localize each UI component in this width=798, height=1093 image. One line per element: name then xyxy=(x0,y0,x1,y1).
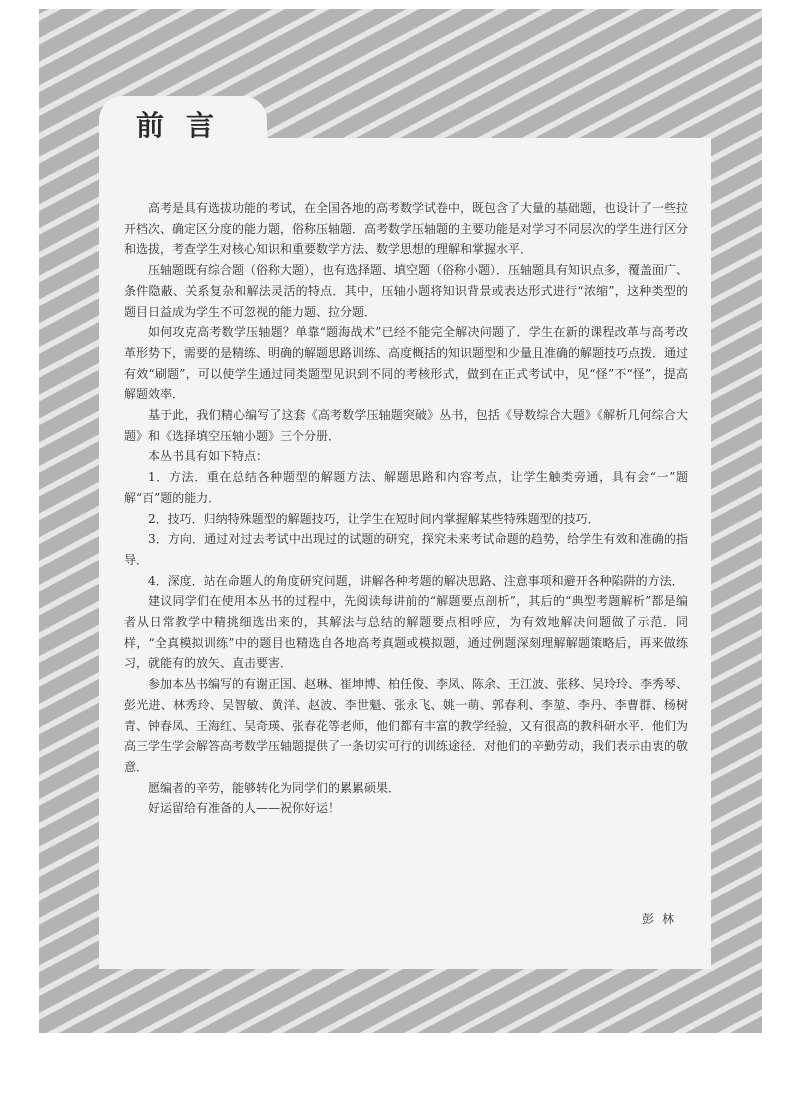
paragraph-question-types: 压轴题既有综合题（俗称大题），也有选择题、填空题（俗称小题）．压轴题具有知识点多，覆盖面广、条件隐蔽、关系复杂和解法灵活的特点．其中，压轴小题将知识背景或表达形式进行“浓缩”，这种类型的题目日益成为学生不可忽视的能力题、拉分题． xyxy=(124,263,689,319)
paragraph-contributors: 参加本丛书编写的有谢正国、赵琳、崔坤博、柏任俊、李凤、陈余、王江波、张移、吴玲玲、李秀琴、彭光进、林秀玲、吴智敏、黄洋、赵波、李世魁、张永飞、姚一萌、郭春利、李堃、李丹、李曹群、杨树青、钟春凤、王海红、吴奇瑛、张春花等老师，他们都有丰富的教学经验，又有很高的教科研水平．他们为高三学生学会解答高考数学压轴题提供了一条切实可行的训练途径．对他们的辛勤劳动，我们表示由衷的敬意． xyxy=(124,677,689,774)
page-title: 前言 xyxy=(136,109,237,142)
paragraph-basic-intro: 高考是具有选拔功能的考试，在全国各地的高考数学试卷中，既包含了大量的基础题，也设计了一些拉开档次、确定区分度的能力题，俗称压轴题．高考数学压轴题的主要功能是对学习不同层次的学生进行区分和选拔，考查学生对核心知识和重要数学方法、数学思想的理解和掌握水平． xyxy=(124,201,689,257)
list-item-depth: 4．深度．站在命题人的角度研究问题，讲解各种考题的解决思路、注意事项和避开各种陷阱的方法． xyxy=(148,573,684,588)
preface-body xyxy=(124,198,688,819)
paragraph-wish: 愿编者的辛劳，能够转化为同学们的累累硕果． xyxy=(148,780,401,795)
list-item-direction: 3．方向．通过对过去考试中出现过的试题的研究，探究未来考试命题的趋势，给学生有效和准确的指导． xyxy=(124,532,688,567)
paragraph-how-to-conquer: 如何攻克高考数学压轴题？单靠“题海战术”已经不能完全解决问题了．学生在新的课程改革与高考改革形势下，需要的是精练、明确的解题思路训练、高度概括的知识题型和少量且准确的解题技巧点拨．通过有效“刷题”，可以使学生通过同类题型见识到不同的考核形式，做到在正式考试中，见“怪”不“怪”，提高解题效率． xyxy=(124,325,689,402)
list-item-method: 1．方法．重在总结各种题型的解题方法、解题思路和内容考点，让学生触类旁通，具有会“一”题解“百”题的能力． xyxy=(124,470,688,505)
list-item-technique: 2．技巧．归纳特殊题型的解题技巧，让学生在短时间内掌握解某些特殊题型的技巧． xyxy=(148,511,600,526)
paragraph-series-intro: 基于此，我们精心编写了这套《高考数学压轴题突破》丛书，包括《导数综合大题》《解析几何综合大题》和《选择填空压轴小题》三个分册． xyxy=(124,408,688,443)
author-signature: 彭林 xyxy=(641,912,682,926)
paragraph-good-luck: 好运留给有准备的人——祝你好运！ xyxy=(148,801,341,816)
paragraph-usage-advice: 建议同学们在使用本丛书的过程中，先阅读每讲前的“解题要点剖析”，其后的“典型考题解析”都是编者从日常教学中精挑细选出来的，其解法与总结的解题要点相呼应，为有效地解决问题做了示范．同样，“全真模拟训练”中的题目也精选自各地高考真题或模拟题，通过例题深刻理解解题策略后，再来做练习，就能有的放矢、直击要害． xyxy=(124,594,688,671)
paragraph-features-heading: 本丛书具有如下特点： xyxy=(148,449,269,464)
